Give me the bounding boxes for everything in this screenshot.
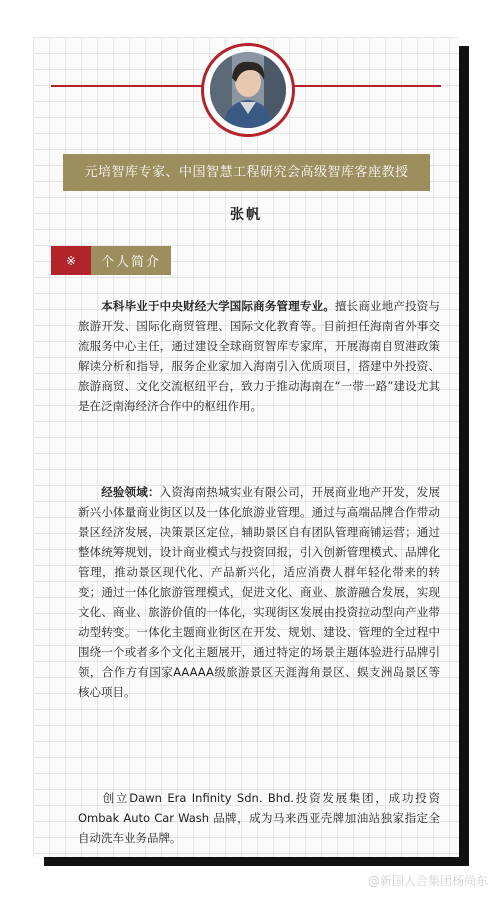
- experience-text: 入资海南热城实业有限公司，开展商业地产开发，发展新兴小体量商业街区以及一体化旅游业管理。通过与高端品牌合作带动景区经济发展，决策景区定位，辅助景区自有团队管理商铺运营；通过整体统筹规划，设计商业模式与投资回报，引入创新管理模式、品牌化管理，推动景区现代化、产品新兴化，适应消费人群年轻化带来的转变；通过一体化旅游管理模式，促进文化、商业、旅游融合发展，实现文化、商业、旅游价值的一体化，实现街区发展由投资拉动型向产业带动型转变。一体化主题商业街区在开发、规划、建设、管理的全过程中围绕一个或者多个文化主题展开，通过特定的场景主题体验进行品牌引领，合作方有国家AAAAA级旅游景区天涯海角景区、蜈支洲岛景区等核心项目。: [78, 485, 440, 699]
- watermark: @新国人合集团杨尚东: [367, 874, 488, 888]
- section-title: 个人简介: [91, 246, 171, 275]
- intro-text: 擅长商业地产投资与旅游开发、国际化商贸管理、国际文化教育等。目前担任海南省外事交流服务中心主任，通过建设全球商贸智库专家库，开展海南自贸港政策解读分析和指导，服务企业家加入海南引入优质项目，搭建中外投资、旅游商贸、文化交流枢纽平台，致力于推动海南在“一带一路”建设尤其是在泛南海经济合作中的枢纽作用。: [78, 299, 441, 413]
- founding-paragraph: [78, 788, 440, 848]
- person-name: 张帆: [230, 207, 262, 223]
- section-header: [51, 246, 171, 275]
- reference-mark-icon: ※: [51, 246, 91, 275]
- experience-paragraph: [78, 482, 440, 702]
- avatar: [210, 52, 286, 128]
- title-banner: 元培智库专家、中国智慧工程研究会高级智库客座教授: [63, 154, 430, 191]
- intro-lead: 本科毕业于中央财经大学国际商务管理专业。: [101, 299, 335, 313]
- avatar-frame: [201, 43, 295, 137]
- profile-card: [33, 37, 459, 857]
- experience-lead: 经验领域：: [101, 485, 160, 499]
- portrait-image: [210, 52, 286, 128]
- intro-paragraph: [78, 296, 440, 416]
- founding-text: 创立Dawn Era Infinity Sdn. Bhd.投资发展集团，成功投资Ombak Auto Car Wash 品牌，成为马来西亚壳牌加油站独家指定全自动洗车业务品牌。: [78, 791, 440, 845]
